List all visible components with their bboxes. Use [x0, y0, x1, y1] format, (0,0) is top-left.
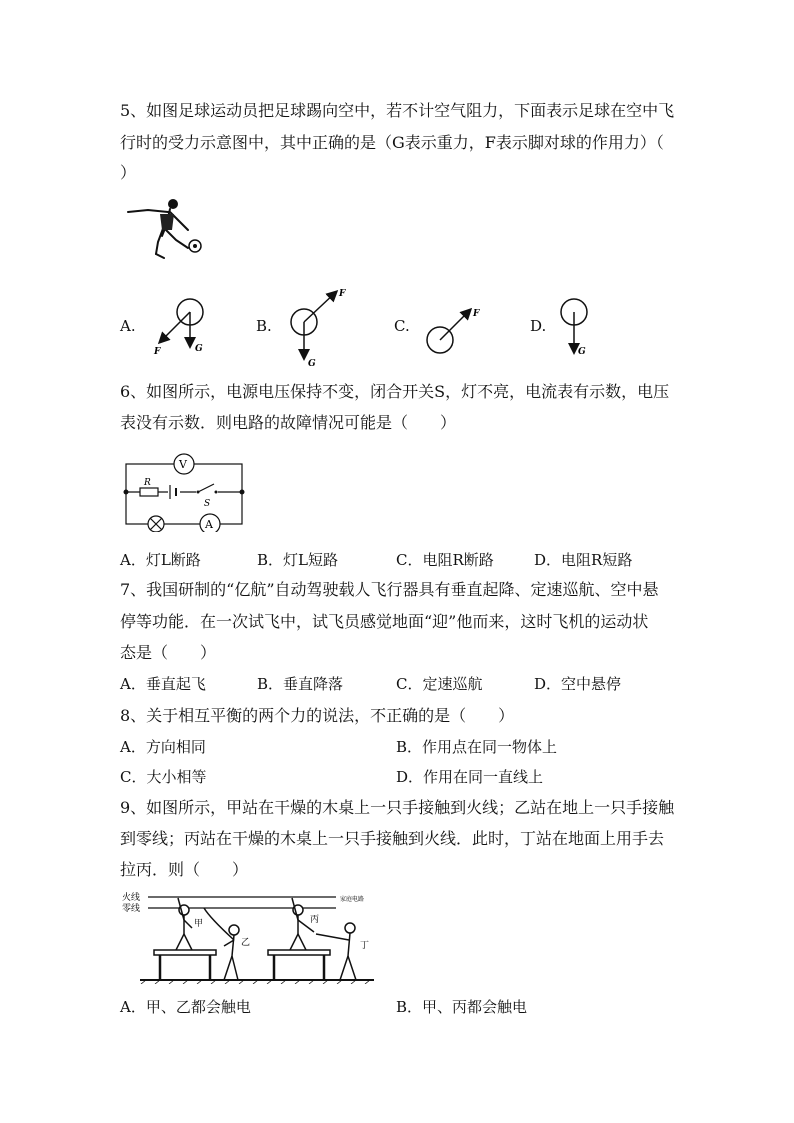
q8-option-b: B．作用点在同一物体上: [396, 738, 558, 756]
q5-text-line-2: 行时的受力示意图中，其中正确的是（G表示重力，F表示脚对球的作用力）（: [120, 133, 664, 152]
q8-option-a: A．方向相同: [120, 738, 206, 756]
q5-option-b-diagram: [282, 284, 354, 370]
q6-text-line-2: 表没有示数．则电路的故障情况可能是（ ）: [120, 413, 457, 432]
q7-option-a: A．垂直起飞: [120, 675, 206, 693]
ammeter-label: A: [205, 518, 213, 531]
q6-option-c: C．电阻R断路: [396, 551, 494, 569]
q9-household-circuit-diagram: [118, 888, 380, 984]
resistor-label: R: [144, 478, 151, 488]
q6-text-line-1: 6、如图所示，电源电压保持不变，闭合开关S，灯不亮，电流表有示数，电压: [120, 382, 670, 401]
q6-option-d: D．电阻R短路: [534, 551, 633, 569]
q5-text-line-3: ）: [120, 163, 137, 182]
q5-option-a-diagram: [148, 294, 218, 360]
q6-option-a: A．灯L断路: [120, 551, 201, 569]
q7-option-d: D．空中悬停: [534, 675, 622, 693]
person-bing-label: 丙: [310, 915, 320, 925]
force-f-label: F: [154, 347, 161, 357]
q5-text-line-1: 5、如图足球运动员把足球踢向空中，若不计空气阻力，下面表示足球在空中飞: [120, 101, 675, 120]
q8-text-line-1: 8、关于相互平衡的两个力的说法，不正确的是（ ）: [120, 706, 515, 725]
q9-option-b: B．甲、丙都会触电: [396, 998, 528, 1016]
q6-circuit-diagram: [120, 452, 250, 532]
q9-option-a: A．甲、乙都会触电: [120, 998, 251, 1016]
q8-option-d: D．作用在同一直线上: [396, 768, 544, 786]
q9-text-line-3: 拉丙．则（ ）: [120, 860, 249, 879]
q5-option-d-diagram: [556, 296, 596, 360]
person-yi-label: 乙: [241, 938, 251, 948]
person-jia-label: 甲: [194, 919, 204, 929]
force-f-label: F: [339, 289, 346, 299]
q5-option-c-label: C.: [394, 317, 410, 335]
switch-label: S: [204, 499, 211, 509]
q7-text-line-1: 7、我国研制的“亿航”自动驾驶载人飞行器具有垂直起降、定速巡航、空中悬: [120, 580, 659, 599]
q6-option-b: B．灯L短路: [257, 551, 338, 569]
q9-text-line-2: 到零线；丙站在干燥的木桌上一只手接触到火线．此时，丁站在地面上用手去: [120, 829, 665, 848]
voltmeter-label: V: [179, 458, 187, 471]
q5-option-a-label: A.: [120, 317, 136, 335]
q8-option-c: C．大小相等: [120, 768, 207, 786]
live-wire-label: 火线: [122, 893, 141, 903]
q5-option-d-label: D.: [530, 317, 547, 335]
q5-option-b-label: B.: [256, 317, 272, 335]
force-g-label: G: [308, 359, 316, 369]
q7-text-line-3: 态是（ ）: [120, 643, 217, 662]
force-f-label: F: [473, 309, 480, 319]
force-g-label: G: [578, 347, 586, 357]
q7-text-line-2: 停等功能．在一次试飞中，试飞员感觉地面“迎”他而来，这时飞机的运动状: [120, 612, 649, 631]
neutral-wire-label: 零线: [122, 904, 141, 914]
soccer-player-image: [118, 196, 214, 264]
q7-option-c: C．定速巡航: [396, 675, 483, 693]
person-ding-label: 丁: [360, 941, 370, 951]
force-g-label: G: [195, 344, 203, 354]
q5-option-c-diagram: [418, 302, 488, 362]
household-circuit-label: 家庭电路: [340, 896, 365, 903]
q7-option-b: B．垂直降落: [257, 675, 344, 693]
q9-text-line-1: 9、如图所示，甲站在干燥的木桌上一只手接触到火线；乙站在地上一只手接触: [120, 798, 675, 817]
